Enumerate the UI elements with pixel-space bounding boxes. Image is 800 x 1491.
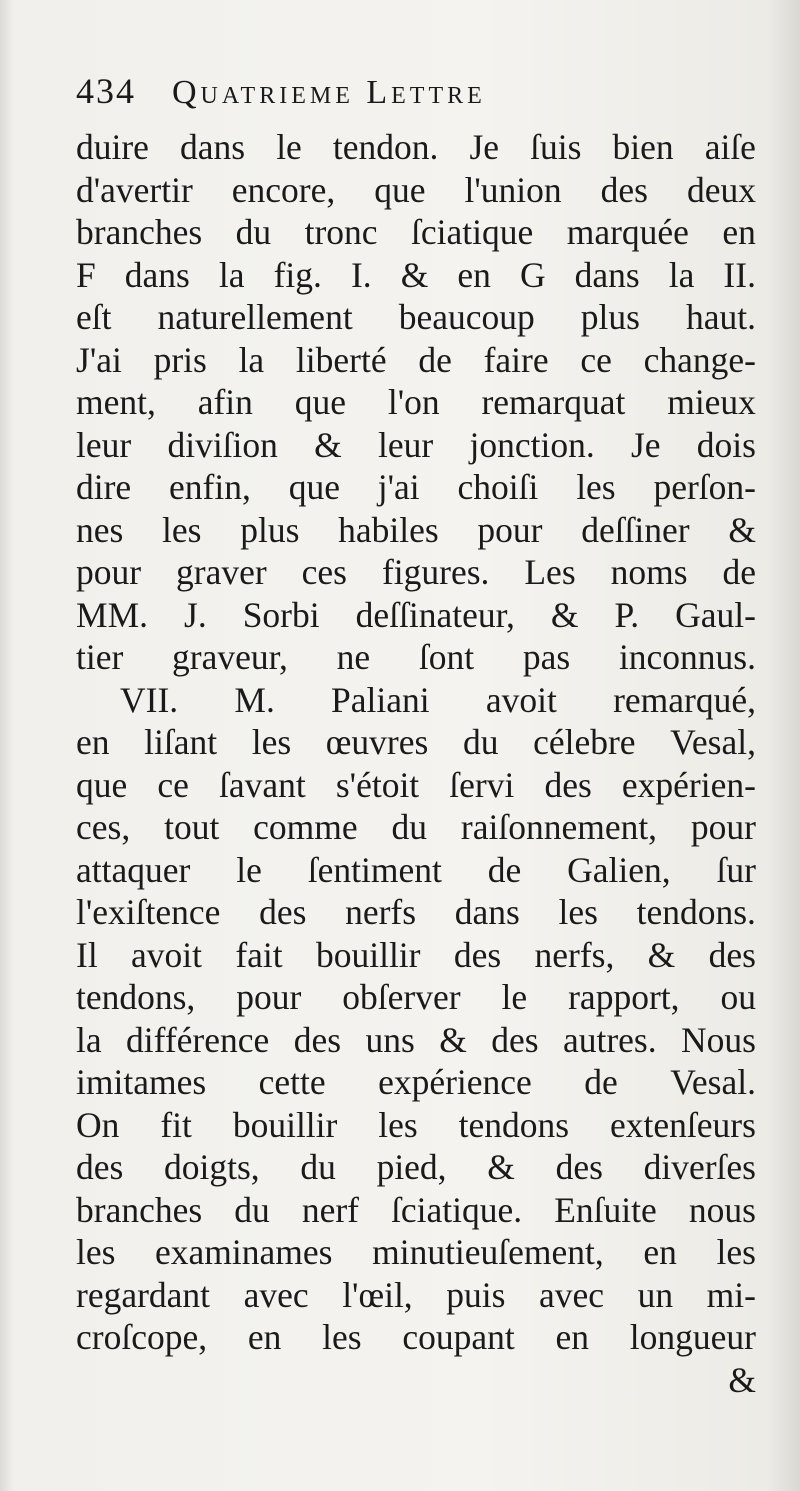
text-line [76, 381, 756, 424]
word: Enſuite [554, 1189, 657, 1230]
word: P. [614, 594, 640, 635]
word: ment, [76, 382, 156, 422]
word: nerfs [345, 892, 417, 932]
word: diviſion [167, 424, 278, 465]
word: en [555, 1317, 590, 1357]
word: expérien- [621, 764, 756, 805]
word: œuvres [325, 722, 429, 762]
word: des [544, 764, 592, 805]
text-line [76, 721, 756, 764]
text-line [76, 509, 756, 552]
word: ſavant [219, 764, 306, 805]
word: & [647, 934, 676, 975]
word: ou [720, 977, 756, 1017]
word: ces [301, 552, 347, 592]
text-line [76, 1189, 756, 1232]
body-text [76, 126, 756, 1401]
word: & [314, 424, 342, 465]
word: graver [176, 552, 267, 592]
word: plus [580, 297, 640, 337]
word: les [322, 1317, 362, 1357]
word: perſon- [653, 467, 756, 507]
text-line [76, 254, 756, 297]
word: un [637, 1274, 674, 1315]
word: en [457, 254, 491, 295]
catchword: & [728, 1359, 756, 1400]
word: avoit [131, 934, 202, 975]
word: de [722, 552, 756, 592]
word: l'on [387, 382, 440, 422]
text-line [76, 1316, 756, 1359]
word: raiſonnement, [460, 807, 658, 847]
word: les [716, 1232, 756, 1272]
word: coupant [402, 1317, 515, 1357]
word: que [374, 169, 426, 210]
word: pris [153, 339, 207, 380]
word: I. [350, 254, 372, 295]
word: faire [483, 339, 549, 380]
word: en [643, 1232, 677, 1272]
word: ſont [418, 637, 475, 677]
word: II. [723, 254, 756, 295]
running-head: Quatrieme Lettre [172, 74, 486, 111]
word: du [462, 722, 499, 762]
text-line [76, 296, 756, 339]
word: afin [197, 382, 253, 422]
text-line [76, 636, 756, 679]
word: tendons. [636, 892, 756, 932]
word: de [584, 1062, 618, 1102]
word: noms [610, 552, 688, 592]
word: les [558, 892, 598, 932]
word: imitames [76, 1062, 207, 1102]
word: fait [235, 934, 283, 975]
word: Gaul- [675, 594, 756, 635]
word: avec [539, 1274, 605, 1315]
word: mieux [667, 382, 756, 422]
word: des [555, 1147, 603, 1187]
word: jonction. [469, 424, 595, 465]
word: du [234, 1189, 270, 1230]
word: s'étoit [335, 764, 420, 805]
word: deſſiner [581, 509, 690, 550]
word: enfin, [169, 467, 251, 507]
word: du [300, 1147, 336, 1187]
word: plus [240, 509, 300, 550]
word: longueur [629, 1317, 756, 1357]
text-line [76, 891, 756, 934]
word: Galien, [567, 849, 671, 890]
word: du [235, 212, 272, 252]
word: minutieuſement, [372, 1232, 604, 1272]
text-line [76, 211, 756, 254]
word: le [501, 977, 528, 1017]
word: des [600, 169, 648, 210]
word: en [247, 1317, 282, 1357]
word: ſur [716, 849, 756, 890]
word: tronc [304, 212, 378, 252]
text-line [76, 466, 756, 509]
word: avoit [485, 679, 557, 720]
word: nes [76, 509, 124, 550]
word: MM. [76, 594, 149, 635]
page-number: 434 [76, 71, 136, 111]
word: les [162, 509, 202, 550]
word: tendon. [332, 127, 439, 167]
word: l'union [464, 169, 562, 210]
word: marquée [566, 212, 689, 252]
word: croſcope, [76, 1317, 208, 1357]
word: ſentiment [307, 849, 442, 890]
word: l'exiſtence [76, 892, 221, 932]
word: nerf [301, 1189, 359, 1230]
word: & [550, 594, 579, 635]
text-line [76, 1231, 756, 1274]
word: en [76, 722, 110, 762]
word: comme [253, 807, 358, 847]
word: liberté [295, 339, 387, 380]
word: la [238, 339, 265, 380]
text-line [76, 1146, 756, 1189]
word: remarqué, [613, 679, 756, 720]
word: les [251, 722, 292, 762]
word: eſt [76, 297, 112, 337]
word: fit [160, 1104, 192, 1145]
text-line [76, 126, 756, 169]
word: & [487, 1147, 515, 1187]
word: fig. [273, 254, 322, 295]
word: cette [258, 1062, 326, 1102]
word: j'ai [377, 467, 420, 507]
text-line [76, 424, 756, 467]
word: ſciatique. [391, 1189, 523, 1230]
word: Il [76, 934, 98, 975]
word: le [236, 849, 262, 890]
word: mi- [706, 1274, 756, 1315]
word: des [259, 892, 307, 932]
word: de [418, 339, 452, 380]
word: expérience [378, 1062, 532, 1102]
word: tier [76, 637, 124, 677]
text-line [76, 1104, 756, 1147]
word: branches [76, 212, 203, 252]
word: pour [236, 977, 302, 1017]
word: du [391, 807, 428, 847]
word: aiſe [704, 127, 756, 167]
word: graveur, [172, 637, 288, 677]
word: ces, [76, 807, 131, 847]
word: nous [688, 1189, 756, 1230]
word: Nous [681, 1019, 756, 1060]
word: ſervi [449, 764, 515, 805]
word: extenſeurs [610, 1104, 756, 1145]
word: rapport, [568, 977, 680, 1017]
word: F [76, 254, 96, 295]
word: haut. [686, 297, 756, 337]
word: choiſi [457, 467, 539, 507]
word: autres. [562, 1019, 657, 1060]
word: que [76, 764, 128, 805]
word: branches [76, 1189, 203, 1230]
word: change- [643, 339, 756, 380]
word: le [276, 127, 302, 167]
text-line [76, 1019, 756, 1062]
word: Vesal. [670, 1062, 756, 1102]
word: J'ai [76, 339, 122, 380]
word: dans [124, 254, 190, 295]
word: attaquer [76, 849, 191, 890]
word: la [218, 254, 245, 295]
word: différence [126, 1019, 270, 1060]
word: bouillir [232, 1104, 338, 1145]
word: la [668, 254, 695, 295]
word: ne [336, 637, 371, 677]
text-line [76, 169, 756, 212]
text-line [76, 764, 756, 807]
word: figures. [381, 552, 490, 592]
text-line [76, 339, 756, 382]
word: beaucoup [398, 297, 535, 337]
word: les [378, 1104, 418, 1145]
word: Je [630, 424, 661, 465]
word: dans [180, 127, 246, 167]
word: Vesal, [670, 722, 756, 762]
word: VII. [120, 679, 179, 720]
word: tendons, [76, 977, 196, 1017]
word: pas [522, 637, 571, 677]
word: leur [76, 424, 132, 465]
word: inconnus. [618, 637, 756, 677]
word: examinames [155, 1232, 333, 1272]
word: pour [690, 807, 756, 847]
word: pour [76, 552, 142, 592]
word: tendons [458, 1104, 570, 1145]
text-line [76, 1061, 756, 1104]
word: & [400, 254, 429, 295]
word: avec [243, 1274, 309, 1315]
page-header [76, 70, 756, 126]
word: en [722, 212, 756, 252]
word: dans [574, 254, 640, 295]
word: que [294, 382, 347, 422]
word: pour [477, 509, 543, 550]
word: Je [469, 127, 500, 167]
word: liſant [144, 722, 218, 762]
word: encore, [231, 169, 336, 210]
word: J. [184, 594, 207, 635]
word: des [76, 1147, 124, 1187]
word: M. [234, 679, 275, 720]
word: Les [524, 552, 576, 592]
word: des [293, 1019, 342, 1060]
word: diverſes [643, 1147, 756, 1187]
word: des [453, 934, 502, 975]
word: duire [76, 127, 149, 167]
word: uns [365, 1019, 415, 1060]
word: célebre [533, 722, 636, 762]
text-line [76, 551, 756, 594]
word: obſerver [342, 977, 461, 1017]
word: deux [686, 169, 756, 210]
word: tout [164, 807, 220, 847]
word: leur [378, 424, 434, 465]
word: nerfs, [534, 934, 615, 975]
word: bouillir [315, 934, 421, 975]
word: d'avertir [76, 169, 193, 210]
word: naturellement [157, 297, 353, 337]
text-line [76, 849, 756, 892]
text-line-paragraph-start [76, 679, 756, 722]
word: de [487, 849, 522, 890]
word: & [728, 509, 756, 550]
word: Sorbi [242, 594, 320, 635]
word: G [519, 254, 546, 295]
word: dois [696, 424, 756, 465]
word: bien [612, 127, 674, 167]
word: Paliani [331, 679, 430, 720]
word: deſſinateur, [355, 594, 515, 635]
word: dire [76, 467, 132, 507]
word: ce [157, 764, 189, 805]
text-line [76, 976, 756, 1019]
word: ce [580, 339, 612, 380]
word: dans [454, 892, 520, 932]
word: ſuis [530, 127, 582, 167]
word: puis [446, 1274, 506, 1315]
word: pied, [376, 1147, 447, 1187]
word: On [76, 1104, 120, 1145]
word: l'œil, [342, 1274, 413, 1315]
word: regardant [76, 1274, 211, 1315]
word: doigts, [164, 1147, 260, 1187]
word: les [76, 1232, 116, 1272]
word: ſciatique [411, 212, 534, 252]
text-line [76, 1274, 756, 1317]
word: la [76, 1019, 102, 1060]
word: les [576, 467, 616, 507]
text-line [76, 594, 756, 637]
word: que [288, 467, 340, 507]
word: des [491, 1019, 539, 1060]
text-line [76, 934, 756, 977]
text-line [76, 806, 756, 849]
word: des [708, 934, 756, 975]
word: habiles [338, 509, 439, 550]
word: & [439, 1019, 467, 1060]
word: remarquat [481, 382, 626, 422]
